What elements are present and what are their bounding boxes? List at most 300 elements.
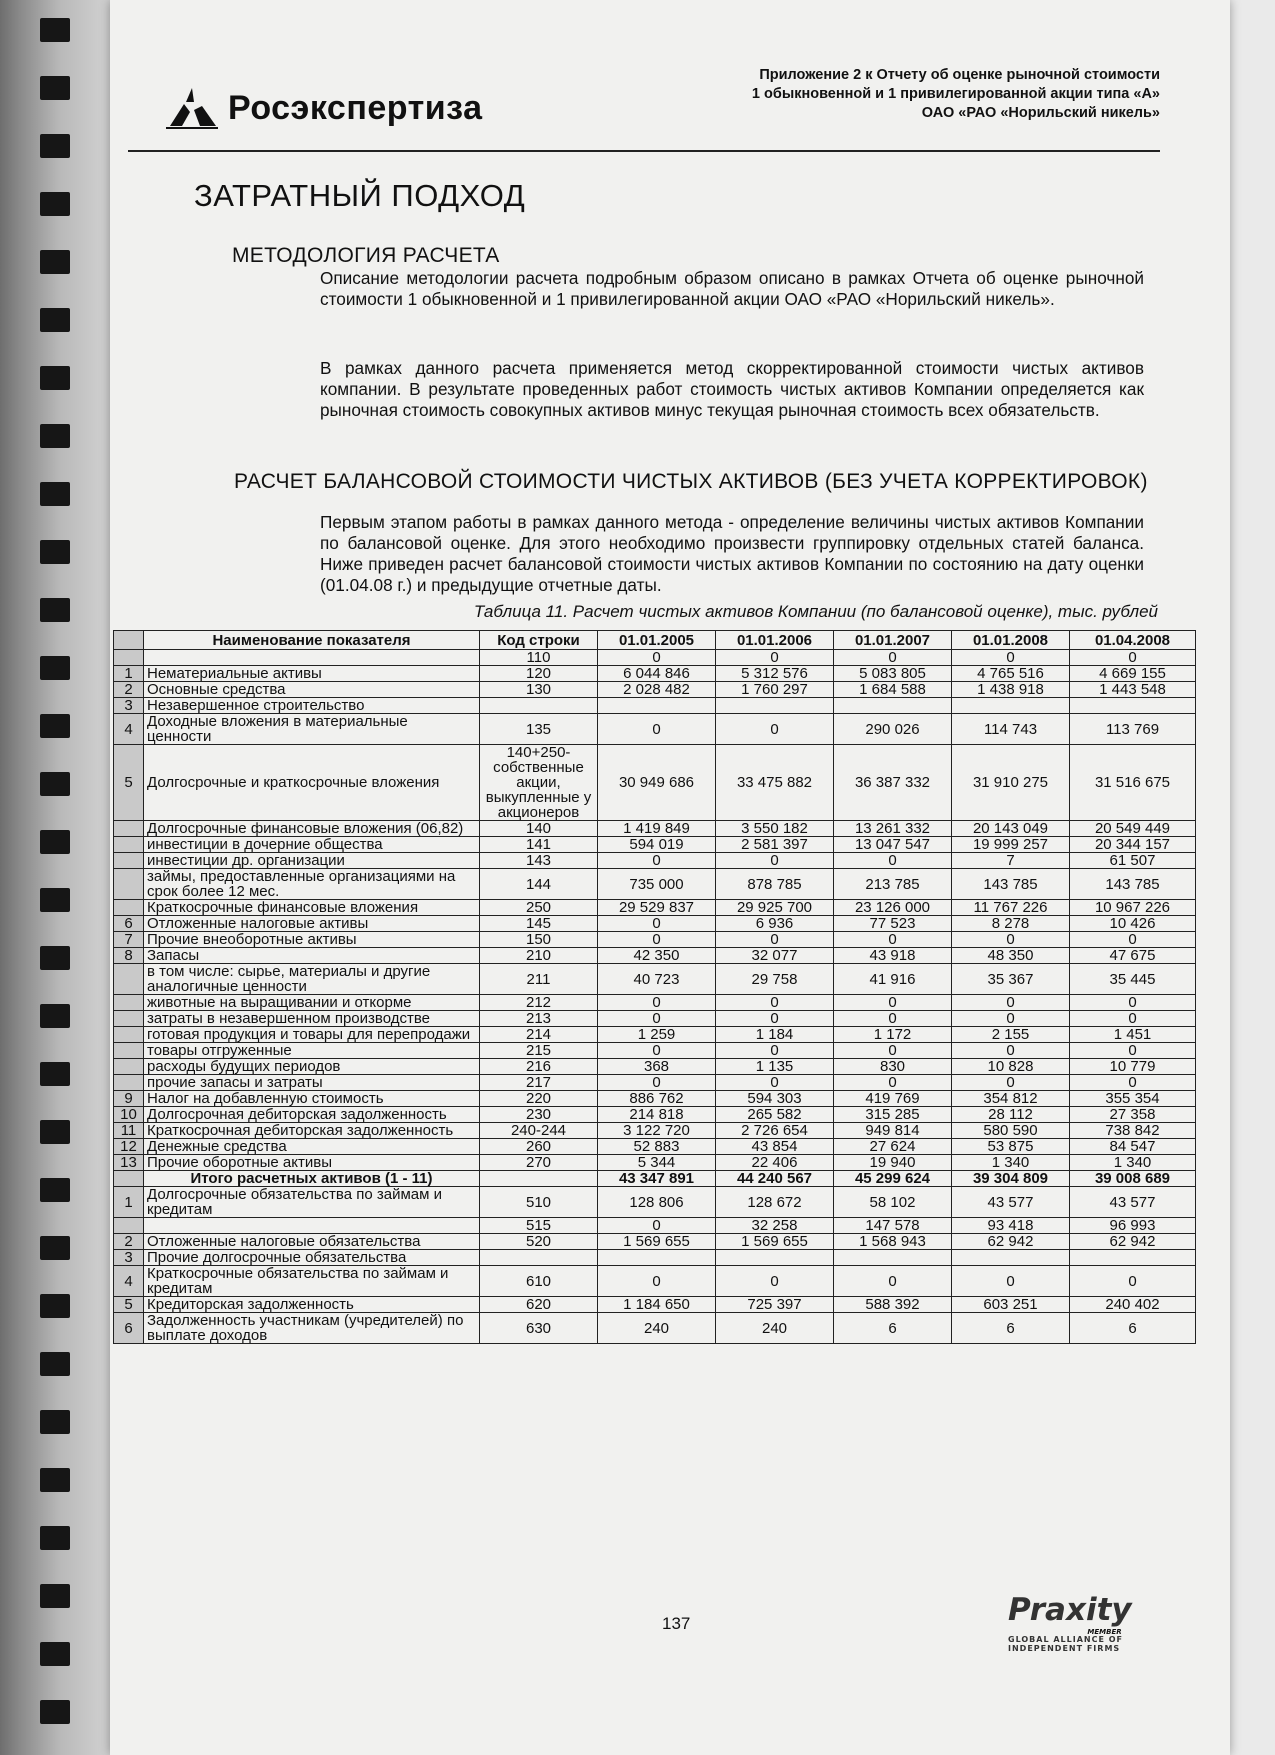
table-row <box>114 714 1196 745</box>
value-cell: 35 445 <box>1070 964 1196 995</box>
table-row <box>114 1043 1196 1059</box>
indicator-name: Прочие внеоборотные активы <box>144 932 480 948</box>
value-cell: 1 684 588 <box>834 682 952 698</box>
value-cell: 290 026 <box>834 714 952 745</box>
row-number: 9 <box>114 1091 144 1107</box>
value-cell: 213 785 <box>834 869 952 900</box>
line-code: 120 <box>480 666 598 682</box>
value-cell: 36 387 332 <box>834 745 952 821</box>
row-number <box>114 650 144 666</box>
value-cell: 738 842 <box>1070 1123 1196 1139</box>
line-code: 230 <box>480 1107 598 1123</box>
indicator-name: Краткосрочные обязательства по займам и кредитам <box>144 1266 480 1297</box>
binder-ring <box>40 192 70 216</box>
value-cell: 3 122 720 <box>598 1123 716 1139</box>
value-cell: 41 916 <box>834 964 952 995</box>
value-cell: 10 967 226 <box>1070 900 1196 916</box>
value-cell: 0 <box>1070 995 1196 1011</box>
binder-ring <box>40 714 70 738</box>
value-cell: 1 451 <box>1070 1027 1196 1043</box>
value-cell: 114 743 <box>952 714 1070 745</box>
table-caption: Таблица 11. Расчет чистых активов Компании (по балансовой оценке), тыс. рублей <box>473 602 1158 621</box>
table-row <box>114 1266 1196 1297</box>
value-cell: 13 047 547 <box>834 837 952 853</box>
indicator-name: в том числе: сырье, материалы и другие аналогичные ценности <box>144 964 480 995</box>
line-code: 620 <box>480 1297 598 1313</box>
binder-ring <box>40 1468 70 1492</box>
binder-ring <box>40 1062 70 1086</box>
column-header: Наименование показателя <box>144 631 480 650</box>
binder-ring <box>40 366 70 390</box>
table-row <box>114 1234 1196 1250</box>
value-cell: 0 <box>952 1266 1070 1297</box>
table-row <box>114 948 1196 964</box>
value-cell: 30 949 686 <box>598 745 716 821</box>
line-code: 220 <box>480 1091 598 1107</box>
row-number: 7 <box>114 932 144 948</box>
value-cell: 2 726 654 <box>716 1123 834 1139</box>
row-number <box>114 1027 144 1043</box>
binder-ring <box>40 1004 70 1028</box>
methodology-heading: МЕТОДОЛОГИЯ РАСЧЕТА <box>232 244 500 267</box>
value-cell: 1 184 650 <box>598 1297 716 1313</box>
value-cell: 1 172 <box>834 1027 952 1043</box>
value-cell: 0 <box>598 1075 716 1091</box>
value-cell: 830 <box>834 1059 952 1075</box>
line-code: 215 <box>480 1043 598 1059</box>
value-cell: 35 367 <box>952 964 1070 995</box>
value-cell: 0 <box>598 714 716 745</box>
methodology-paragraph-1: Описание методологии расчета подробным образом описано в рамках Отчета об оценке рыночной стоимости 1 обыкновенной и 1 привилегированной акции ОАО «РАО «Норильский никель». <box>320 268 1144 309</box>
value-cell: 603 251 <box>952 1297 1070 1313</box>
value-cell: 27 358 <box>1070 1107 1196 1123</box>
value-cell: 32 077 <box>716 948 834 964</box>
value-cell: 0 <box>1070 650 1196 666</box>
value-cell: 0 <box>952 995 1070 1011</box>
indicator-name: Кредиторская задолженность <box>144 1297 480 1313</box>
value-cell: 1 569 655 <box>716 1234 834 1250</box>
value-cell: 0 <box>952 650 1070 666</box>
binder-ring <box>40 424 70 448</box>
line-code: 214 <box>480 1027 598 1043</box>
value-cell: 6 044 846 <box>598 666 716 682</box>
column-header: 01.04.2008 <box>1070 631 1196 650</box>
column-header: 01.01.2008 <box>952 631 1070 650</box>
line-code: 110 <box>480 650 598 666</box>
value-cell: 10 426 <box>1070 916 1196 932</box>
praxity-member: MEMBER <box>1087 1628 1122 1636</box>
line-code: 630 <box>480 1313 598 1344</box>
row-number: 5 <box>114 1297 144 1313</box>
value-cell: 0 <box>716 1043 834 1059</box>
value-cell: 0 <box>598 1011 716 1027</box>
value-cell: 6 936 <box>716 916 834 932</box>
binder-ring <box>40 540 70 564</box>
indicator-name: животные на выращивании и откорме <box>144 995 480 1011</box>
binder-ring <box>40 1642 70 1666</box>
value-cell: 2 028 482 <box>598 682 716 698</box>
value-cell: 0 <box>598 995 716 1011</box>
row-number <box>114 900 144 916</box>
value-cell: 20 143 049 <box>952 821 1070 837</box>
binder-ring <box>40 888 70 912</box>
value-cell: 0 <box>1070 1266 1196 1297</box>
table-row <box>114 1155 1196 1171</box>
table-row <box>114 964 1196 995</box>
row-number <box>114 869 144 900</box>
row-number: 1 <box>114 1187 144 1218</box>
table-row <box>114 1218 1196 1234</box>
binder-ring <box>40 1526 70 1550</box>
value-cell: 419 769 <box>834 1091 952 1107</box>
table-row <box>114 916 1196 932</box>
line-code: 150 <box>480 932 598 948</box>
indicator-name: Денежные средства <box>144 1139 480 1155</box>
appendix-line: ОАО «РАО «Норильский никель» <box>921 105 1160 121</box>
value-cell: 29 925 700 <box>716 900 834 916</box>
row-number <box>114 1171 144 1187</box>
value-cell: 0 <box>716 995 834 1011</box>
line-code <box>480 1250 598 1266</box>
value-cell: 19 940 <box>834 1155 952 1171</box>
binder-ring <box>40 18 70 42</box>
table-row <box>114 821 1196 837</box>
value-cell: 0 <box>834 995 952 1011</box>
row-number: 2 <box>114 682 144 698</box>
value-cell: 39 304 809 <box>952 1171 1070 1187</box>
indicator-name: Итого расчетных активов (1 - 11) <box>144 1171 480 1187</box>
value-cell: 43 577 <box>952 1187 1070 1218</box>
value-cell: 886 762 <box>598 1091 716 1107</box>
value-cell <box>1070 1250 1196 1266</box>
value-cell: 1 443 548 <box>1070 682 1196 698</box>
binder-ring <box>40 1584 70 1608</box>
value-cell: 265 582 <box>716 1107 834 1123</box>
value-cell: 93 418 <box>952 1218 1070 1234</box>
value-cell: 0 <box>598 650 716 666</box>
row-number <box>114 995 144 1011</box>
value-cell: 878 785 <box>716 869 834 900</box>
value-cell: 22 406 <box>716 1155 834 1171</box>
value-cell <box>598 698 716 714</box>
binder-ring <box>40 656 70 680</box>
value-cell: 0 <box>598 932 716 948</box>
value-cell: 58 102 <box>834 1187 952 1218</box>
indicator-name: Доходные вложения в материальные ценности <box>144 714 480 745</box>
value-cell: 0 <box>1070 1075 1196 1091</box>
page-number: 137 <box>662 1614 691 1633</box>
table-row <box>114 1091 1196 1107</box>
value-cell: 10 779 <box>1070 1059 1196 1075</box>
value-cell: 53 875 <box>952 1139 1070 1155</box>
value-cell: 0 <box>834 1043 952 1059</box>
table-row <box>114 682 1196 698</box>
value-cell: 0 <box>598 1043 716 1059</box>
binder-ring <box>40 76 70 100</box>
column-header: 01.01.2005 <box>598 631 716 650</box>
value-cell: 1 340 <box>1070 1155 1196 1171</box>
table-row <box>114 1139 1196 1155</box>
line-code: 143 <box>480 853 598 869</box>
value-cell: 3 550 182 <box>716 821 834 837</box>
value-cell: 45 299 624 <box>834 1171 952 1187</box>
table-row <box>114 869 1196 900</box>
value-cell: 4 765 516 <box>952 666 1070 682</box>
line-code: 140 <box>480 821 598 837</box>
value-cell: 594 303 <box>716 1091 834 1107</box>
indicator-name <box>144 650 480 666</box>
indicator-name: товары отгруженные <box>144 1043 480 1059</box>
line-code: 260 <box>480 1139 598 1155</box>
praxity-logo <box>1008 1592 1132 1653</box>
value-cell: 1 135 <box>716 1059 834 1075</box>
value-cell: 84 547 <box>1070 1139 1196 1155</box>
net-assets-heading: РАСЧЕТ БАЛАНСОВОЙ СТОИМОСТИ ЧИСТЫХ АКТИВОВ (БЕЗ УЧЕТА КОРРЕКТИРОВОК) <box>234 470 1148 493</box>
value-cell <box>952 698 1070 714</box>
row-number: 6 <box>114 1313 144 1344</box>
value-cell: 1 569 655 <box>598 1234 716 1250</box>
table-row <box>114 1123 1196 1139</box>
net-assets-table <box>113 630 1196 1344</box>
indicator-name: Долгосрочные обязательства по займам и кредитам <box>144 1187 480 1218</box>
value-cell: 6 <box>1070 1313 1196 1344</box>
value-cell: 43 577 <box>1070 1187 1196 1218</box>
value-cell: 0 <box>716 714 834 745</box>
indicator-name: готовая продукция и товары для перепродажи <box>144 1027 480 1043</box>
value-cell: 31 516 675 <box>1070 745 1196 821</box>
line-code: 130 <box>480 682 598 698</box>
binder-ring <box>40 1120 70 1144</box>
row-number: 3 <box>114 698 144 714</box>
net-assets-paragraph: Первым этапом работы в рамках данного метода - определение величины чистых активов Компании по балансовой оценке. Для этого необходимо произвести группировку отдельных статей баланса. Ниже приведен расчет балансовой стоимости чистых активов Компании по состоянию на дату оценки (01.04.08 г.) и предыдущие отчетные даты. <box>320 512 1144 595</box>
value-cell: 44 240 567 <box>716 1171 834 1187</box>
value-cell: 33 475 882 <box>716 745 834 821</box>
binder-ring <box>40 1700 70 1724</box>
binder-ring <box>40 946 70 970</box>
indicator-name: инвестиции др. организации <box>144 853 480 869</box>
indicator-name: Прочие оборотные активы <box>144 1155 480 1171</box>
row-number: 1 <box>114 666 144 682</box>
value-cell: 315 285 <box>834 1107 952 1123</box>
value-cell: 143 785 <box>1070 869 1196 900</box>
value-cell: 0 <box>1070 932 1196 948</box>
value-cell: 1 259 <box>598 1027 716 1043</box>
indicator-name: Налог на добавленную стоимость <box>144 1091 480 1107</box>
logo-text: Росэкспертиза <box>228 88 483 127</box>
value-cell: 4 669 155 <box>1070 666 1196 682</box>
row-number <box>114 821 144 837</box>
praxity-tagline-2: INDEPENDENT FIRMS <box>1008 1643 1121 1653</box>
value-cell: 7 <box>952 853 1070 869</box>
value-cell: 29 758 <box>716 964 834 995</box>
praxity-tagline-1: GLOBAL ALLIANCE OF <box>1008 1635 1123 1644</box>
row-number <box>114 964 144 995</box>
methodology-paragraph-2: В рамках данного расчета применяется метод скорректированной стоимости чистых активов компании. В результате проведенных работ стоимость чистых активов Компании определяется как рыночная стоимость совокупных активов минус текущая рыночная стоимость всех обязательств. <box>320 358 1144 420</box>
value-cell <box>598 1250 716 1266</box>
value-cell: 0 <box>1070 1043 1196 1059</box>
column-header: 01.01.2006 <box>716 631 834 650</box>
value-cell: 29 529 837 <box>598 900 716 916</box>
row-number: 6 <box>114 916 144 932</box>
table-row <box>114 932 1196 948</box>
value-cell: 2 581 397 <box>716 837 834 853</box>
indicator-name <box>144 1218 480 1234</box>
row-number: 3 <box>114 1250 144 1266</box>
row-number: 13 <box>114 1155 144 1171</box>
rosexpertiza-logo <box>164 86 483 130</box>
value-cell: 52 883 <box>598 1139 716 1155</box>
value-cell: 0 <box>834 1075 952 1091</box>
value-cell: 2 155 <box>952 1027 1070 1043</box>
value-cell: 5 344 <box>598 1155 716 1171</box>
appendix-line: 1 обыкновенной и 1 привилегированной акции типа «А» <box>751 86 1160 102</box>
value-cell: 368 <box>598 1059 716 1075</box>
table-row <box>114 1059 1196 1075</box>
table-header-row <box>114 631 1196 650</box>
row-number <box>114 1043 144 1059</box>
indicator-name: Долгосрочная дебиторская задолженность <box>144 1107 480 1123</box>
value-cell: 0 <box>716 1075 834 1091</box>
value-cell: 949 814 <box>834 1123 952 1139</box>
header-divider <box>128 150 1160 152</box>
table-row <box>114 995 1196 1011</box>
line-code: 140+250-собственные акции, выкупленные у акционеров <box>480 745 598 821</box>
value-cell: 0 <box>834 650 952 666</box>
binder-ring <box>40 482 70 506</box>
value-cell: 0 <box>834 853 952 869</box>
line-code <box>480 1171 598 1187</box>
table-row <box>114 837 1196 853</box>
binder-ring <box>40 772 70 796</box>
value-cell: 0 <box>716 853 834 869</box>
page-title: ЗАТРАТНЫЙ ПОДХОД <box>194 178 526 213</box>
row-number: 4 <box>114 1266 144 1297</box>
line-code: 250 <box>480 900 598 916</box>
line-code: 212 <box>480 995 598 1011</box>
row-number: 12 <box>114 1139 144 1155</box>
line-code: 141 <box>480 837 598 853</box>
value-cell: 96 993 <box>1070 1218 1196 1234</box>
indicator-name: Незавершенное строительство <box>144 698 480 714</box>
value-cell: 43 854 <box>716 1139 834 1155</box>
table-row <box>114 666 1196 682</box>
table-row <box>114 745 1196 821</box>
value-cell: 0 <box>598 916 716 932</box>
line-code: 144 <box>480 869 598 900</box>
value-cell: 0 <box>716 1011 834 1027</box>
column-header <box>114 631 144 650</box>
value-cell: 1 438 918 <box>952 682 1070 698</box>
binder-ring <box>40 134 70 158</box>
indicator-name: Краткосрочная дебиторская задолженность <box>144 1123 480 1139</box>
indicator-name: прочие запасы и затраты <box>144 1075 480 1091</box>
indicator-name: Долгосрочные и краткосрочные вложения <box>144 745 480 821</box>
row-number: 11 <box>114 1123 144 1139</box>
value-cell: 23 126 000 <box>834 900 952 916</box>
value-cell: 6 <box>952 1313 1070 1344</box>
table-row <box>114 900 1196 916</box>
indicator-name: Основные средства <box>144 682 480 698</box>
column-header: Код строки <box>480 631 598 650</box>
table-row <box>114 698 1196 714</box>
value-cell: 580 590 <box>952 1123 1070 1139</box>
value-cell: 1 568 943 <box>834 1234 952 1250</box>
next-page-edge <box>1230 0 1275 1755</box>
value-cell: 43 347 891 <box>598 1171 716 1187</box>
value-cell: 143 785 <box>952 869 1070 900</box>
binder-ring <box>40 1410 70 1434</box>
value-cell: 0 <box>952 932 1070 948</box>
value-cell: 0 <box>716 650 834 666</box>
table-row <box>114 1187 1196 1218</box>
line-code: 145 <box>480 916 598 932</box>
binder-ring <box>40 830 70 854</box>
value-cell: 1 419 849 <box>598 821 716 837</box>
row-number <box>114 837 144 853</box>
indicator-name: Нематериальные активы <box>144 666 480 682</box>
value-cell: 62 942 <box>1070 1234 1196 1250</box>
line-code: 610 <box>480 1266 598 1297</box>
value-cell <box>716 1250 834 1266</box>
row-number: 8 <box>114 948 144 964</box>
value-cell: 11 767 226 <box>952 900 1070 916</box>
value-cell: 0 <box>598 853 716 869</box>
table-row <box>114 1075 1196 1091</box>
value-cell: 1 184 <box>716 1027 834 1043</box>
value-cell: 62 942 <box>952 1234 1070 1250</box>
indicator-name: Прочие долгосрочные обязательства <box>144 1250 480 1266</box>
indicator-name: Долгосрочные финансовые вложения (06,82) <box>144 821 480 837</box>
line-code: 135 <box>480 714 598 745</box>
value-cell: 0 <box>952 1011 1070 1027</box>
line-code: 213 <box>480 1011 598 1027</box>
value-cell: 39 008 689 <box>1070 1171 1196 1187</box>
value-cell: 13 261 332 <box>834 821 952 837</box>
value-cell: 214 818 <box>598 1107 716 1123</box>
appendix-line: Приложение 2 к Отчету об оценке рыночной стоимости <box>759 67 1160 83</box>
line-code: 216 <box>480 1059 598 1075</box>
value-cell: 10 828 <box>952 1059 1070 1075</box>
value-cell: 735 000 <box>598 869 716 900</box>
row-number <box>114 1218 144 1234</box>
line-code: 520 <box>480 1234 598 1250</box>
binder-ring <box>40 598 70 622</box>
value-cell: 594 019 <box>598 837 716 853</box>
row-number: 4 <box>114 714 144 745</box>
value-cell <box>716 698 834 714</box>
value-cell <box>952 1250 1070 1266</box>
indicator-name: Отложенные налоговые активы <box>144 916 480 932</box>
binder-ring <box>40 1236 70 1260</box>
line-code: 270 <box>480 1155 598 1171</box>
value-cell: 0 <box>1070 1011 1196 1027</box>
table-row <box>114 1011 1196 1027</box>
indicator-name: займы, предоставленные организациями на срок более 12 мес. <box>144 869 480 900</box>
table-row <box>114 650 1196 666</box>
indicator-name: инвестиции в дочерние общества <box>144 837 480 853</box>
table-total-row <box>114 1171 1196 1187</box>
document-page <box>110 0 1230 1755</box>
column-header: 01.01.2007 <box>834 631 952 650</box>
table-row <box>114 1107 1196 1123</box>
indicator-name: расходы будущих периодов <box>144 1059 480 1075</box>
line-code: 210 <box>480 948 598 964</box>
value-cell: 8 278 <box>952 916 1070 932</box>
binder-ring <box>40 1352 70 1376</box>
value-cell: 0 <box>598 1266 716 1297</box>
indicator-name: затраты в незавершенном производстве <box>144 1011 480 1027</box>
value-cell: 128 806 <box>598 1187 716 1218</box>
